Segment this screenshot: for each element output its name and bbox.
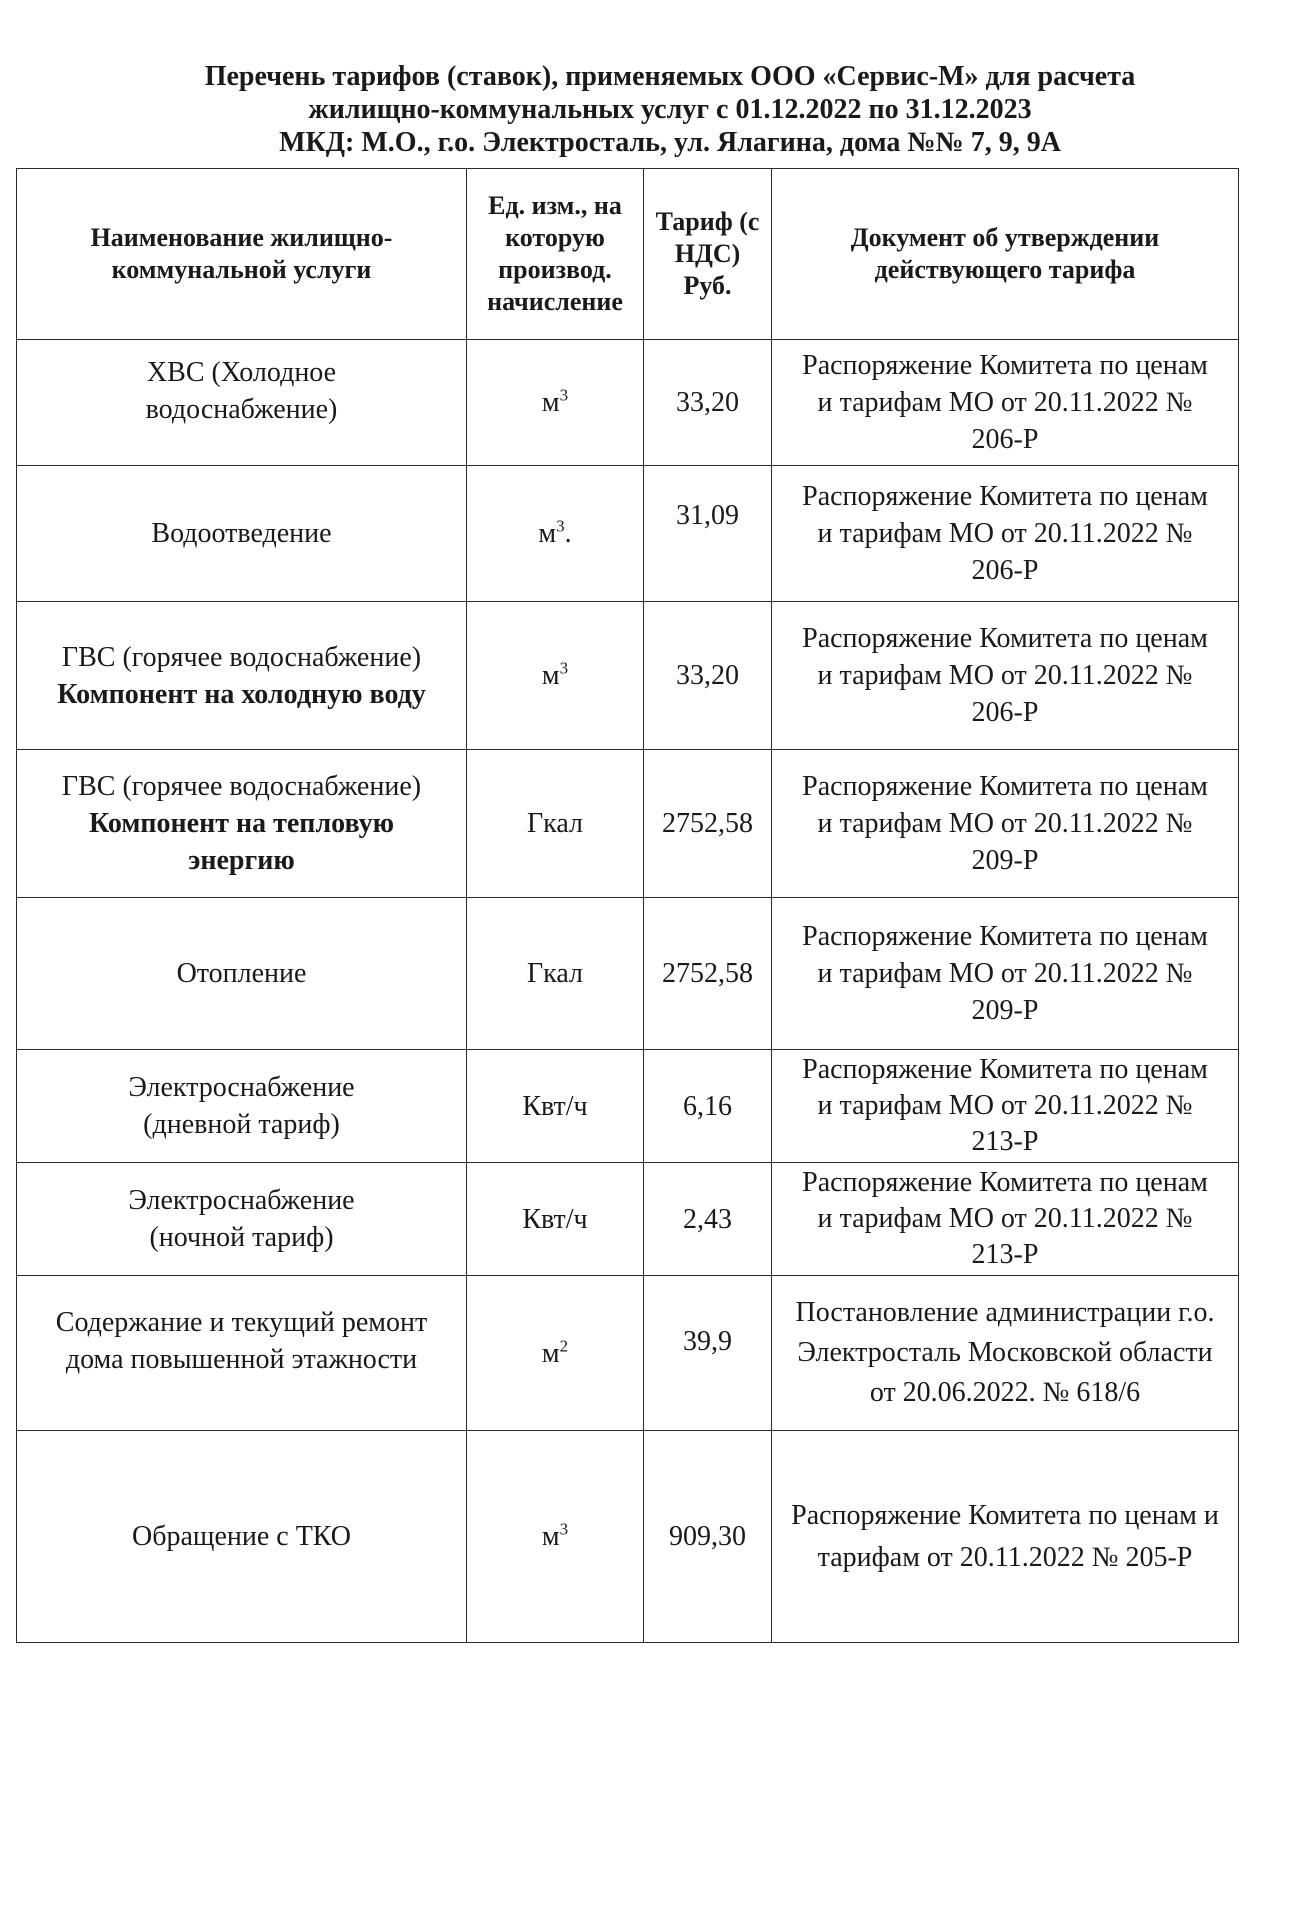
tariff-cell: 33,20 bbox=[644, 602, 772, 750]
tariff-cell: 39,9 bbox=[644, 1276, 772, 1431]
service-cell: ХВС (Холодное водоснабжение) bbox=[17, 340, 467, 466]
tariff-cell: 2752,58 bbox=[644, 898, 772, 1050]
table-row bbox=[17, 1276, 1239, 1431]
service-cell: Отопление bbox=[17, 898, 467, 1050]
table-row bbox=[17, 898, 1239, 1050]
document-cell: Распоряжение Комитета по ценам и тарифам МО от 20.11.2022 № 213-Р bbox=[772, 1050, 1239, 1163]
unit-cell: Квт/ч bbox=[467, 1163, 644, 1276]
title-line-1: Перечень тарифов (ставок), применяемых ООО «Сервис-М» для расчета bbox=[204, 61, 1136, 92]
tariff-cell: 2752,58 bbox=[644, 750, 772, 898]
document-cell: Распоряжение Комитета по ценам и тарифам МО от 20.11.2022 № 209-Р bbox=[772, 898, 1239, 1050]
document-cell: Распоряжение Комитета по ценам и тарифам от 20.11.2022 № 205-Р bbox=[772, 1431, 1239, 1643]
table-row bbox=[17, 1431, 1239, 1643]
header-document: Документ об утверждении действующего тарифа bbox=[772, 169, 1239, 340]
tariff-cell: 2,43 bbox=[644, 1163, 772, 1276]
document-cell: Постановление администрации г.о. Электросталь Московской области от 20.06.2022. № 618/6 bbox=[772, 1276, 1239, 1431]
service-cell: ГВС (горячее водоснабжение) Компонент на холодную воду bbox=[17, 602, 467, 750]
document-cell: Распоряжение Комитета по ценам и тарифам МО от 20.11.2022 № 213-Р bbox=[772, 1163, 1239, 1276]
tariff-cell: 909,30 bbox=[644, 1431, 772, 1643]
unit-cell: $м^3$. bbox=[467, 466, 644, 602]
table-row bbox=[17, 750, 1239, 898]
tariff-cell: 33,20 bbox=[644, 340, 772, 466]
table-row bbox=[17, 340, 1239, 466]
tariff-cell: 31,09 bbox=[644, 466, 772, 602]
title-line-3: МКД: М.О., г.о. Электросталь, ул. Ялагина, дома №№ 7, 9, 9А bbox=[279, 127, 1061, 158]
table-row bbox=[17, 602, 1239, 750]
table-row bbox=[17, 1050, 1239, 1163]
unit-cell: $м^2$ bbox=[467, 1276, 644, 1431]
unit-cell: Гкал bbox=[467, 898, 644, 1050]
service-cell: Электроснабжение (дневной тариф) bbox=[17, 1050, 467, 1163]
unit-cell: $м^3$ bbox=[467, 340, 644, 466]
document-cell: Распоряжение Комитета по ценам и тарифам МО от 20.11.2022 № 206-Р bbox=[772, 466, 1239, 602]
service-cell: Электроснабжение (ночной тариф) bbox=[17, 1163, 467, 1276]
service-cell: Обращение с ТКО bbox=[17, 1431, 467, 1643]
table-header-row bbox=[17, 169, 1239, 340]
unit-cell: $м^3$ bbox=[467, 1431, 644, 1643]
service-cell: ГВС (горячее водоснабжение) Компонент на тепловую энергию bbox=[17, 750, 467, 898]
header-service: Наименование жилищно-коммунальной услуги bbox=[17, 169, 467, 340]
table-row bbox=[17, 1163, 1239, 1276]
tariff-cell: 6,16 bbox=[644, 1050, 772, 1163]
tariff-table bbox=[16, 168, 1239, 1643]
header-unit: Ед. изм., на которую производ. начисление bbox=[467, 169, 644, 340]
document-title bbox=[110, 60, 1230, 159]
title-line-2: жилищно-коммунальных услуг с 01.12.2022 по 31.12.2023 bbox=[308, 94, 1032, 125]
service-cell: Водоотведение bbox=[17, 466, 467, 602]
unit-cell: Квт/ч bbox=[467, 1050, 644, 1163]
service-cell: Содержание и текущий ремонт дома повышенной этажности bbox=[17, 1276, 467, 1431]
document-cell: Распоряжение Комитета по ценам и тарифам МО от 20.11.2022 № 206-Р bbox=[772, 602, 1239, 750]
header-tariff: Тариф (с НДС) Руб. bbox=[644, 169, 772, 340]
table-row bbox=[17, 466, 1239, 602]
document-cell: Распоряжение Комитета по ценам и тарифам МО от 20.11.2022 № 209-Р bbox=[772, 750, 1239, 898]
unit-cell: $м^3$ bbox=[467, 602, 644, 750]
unit-cell: Гкал bbox=[467, 750, 644, 898]
document-cell: Распоряжение Комитета по ценам и тарифам МО от 20.11.2022 № 206-Р bbox=[772, 340, 1239, 466]
